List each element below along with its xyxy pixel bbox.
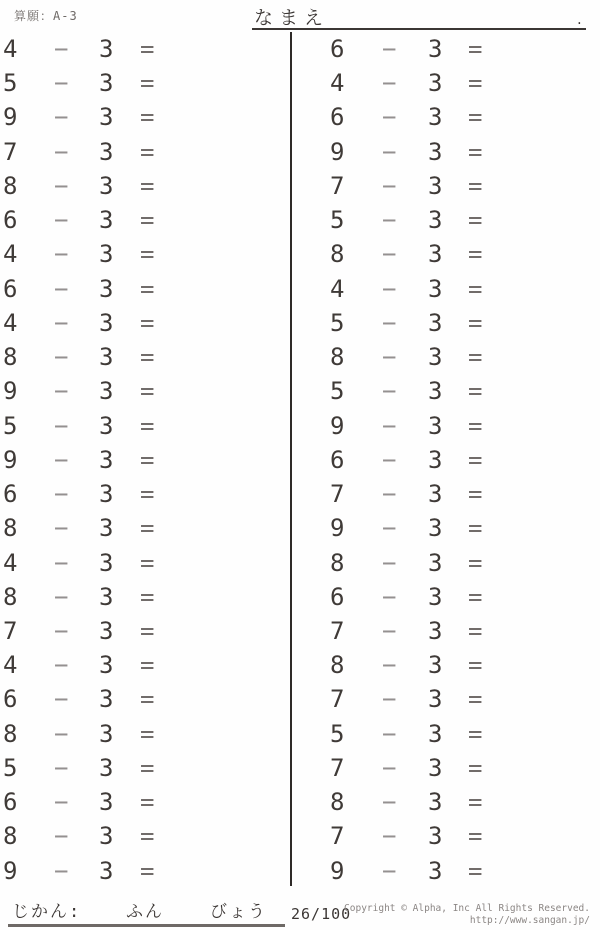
subtrahend: 3	[428, 308, 443, 337]
equals-sign: =	[140, 548, 155, 577]
minus-sign: −	[382, 856, 397, 885]
minus-sign: −	[382, 480, 397, 509]
minus-sign: −	[382, 206, 397, 235]
subtrahend: 3	[428, 753, 443, 782]
subtrahend: 3	[99, 616, 114, 645]
minuend: 7	[330, 822, 345, 851]
minuend: 9	[3, 445, 18, 474]
problem-row	[292, 717, 592, 751]
subtrahend: 3	[428, 171, 443, 200]
minuend: 8	[330, 651, 345, 680]
equals-sign: =	[468, 616, 483, 645]
problem-row	[0, 511, 290, 545]
problem-row	[0, 32, 290, 66]
equals-sign: =	[468, 69, 483, 98]
problem-row	[0, 340, 290, 374]
subtrahend: 3	[428, 206, 443, 235]
problem-row	[0, 374, 290, 408]
subtrahend: 3	[428, 377, 443, 406]
equals-sign: =	[468, 274, 483, 303]
minus-sign: −	[382, 411, 397, 440]
subtrahend: 3	[428, 35, 443, 63]
minus-sign: −	[54, 103, 69, 132]
minuend: 9	[3, 103, 18, 132]
minuend: 8	[330, 788, 345, 817]
subtrahend: 3	[99, 274, 114, 303]
problem-row	[292, 32, 592, 66]
minuend: 8	[330, 548, 345, 577]
equals-sign: =	[140, 788, 155, 817]
minus-sign: −	[382, 788, 397, 817]
minuend: 9	[330, 411, 345, 440]
subtrahend: 3	[99, 69, 114, 98]
minus-sign: −	[382, 616, 397, 645]
subtrahend: 3	[99, 171, 114, 200]
equals-sign: =	[140, 206, 155, 235]
minuend: 4	[3, 548, 18, 577]
problem-row	[292, 477, 592, 511]
minuend: 6	[3, 206, 18, 235]
problem-row	[292, 614, 592, 648]
equals-sign: =	[468, 411, 483, 440]
equals-sign: =	[140, 445, 155, 474]
subtrahend: 3	[99, 308, 114, 337]
problem-row	[292, 306, 592, 340]
equals-sign: =	[468, 753, 483, 782]
minuend: 4	[3, 308, 18, 337]
problem-row	[292, 443, 592, 477]
minus-sign: −	[54, 719, 69, 748]
minuend: 5	[3, 69, 18, 98]
name-line-period: .	[575, 13, 583, 27]
minus-sign: −	[54, 240, 69, 269]
problem-row	[0, 785, 290, 819]
problem-row	[292, 409, 592, 443]
minus-sign: −	[54, 445, 69, 474]
subtrahend: 3	[99, 343, 114, 372]
minuend: 6	[330, 582, 345, 611]
minus-sign: −	[382, 582, 397, 611]
time-field[interactable]	[8, 898, 285, 927]
minus-sign: −	[382, 514, 397, 543]
minuend: 6	[3, 480, 18, 509]
subtrahend: 3	[99, 719, 114, 748]
minuend: 8	[3, 514, 18, 543]
minuend: 4	[3, 651, 18, 680]
problem-row	[0, 854, 290, 888]
minuend: 4	[3, 35, 18, 63]
subtrahend: 3	[99, 548, 114, 577]
equals-sign: =	[140, 343, 155, 372]
minuend: 5	[3, 411, 18, 440]
minus-sign: −	[382, 35, 397, 63]
copyright-line2: http://www.sangan.jp/	[469, 914, 590, 926]
subtrahend: 3	[99, 788, 114, 817]
minuend: 7	[330, 480, 345, 509]
subtrahend: 3	[99, 240, 114, 269]
subtrahend: 3	[428, 480, 443, 509]
subtrahend: 3	[428, 548, 443, 577]
subtrahend: 3	[428, 582, 443, 611]
subtrahend: 3	[428, 103, 443, 132]
minus-sign: −	[54, 411, 69, 440]
equals-sign: =	[140, 35, 155, 63]
minus-sign: −	[382, 308, 397, 337]
problem-row	[0, 409, 290, 443]
minuend: 7	[330, 171, 345, 200]
equals-sign: =	[468, 480, 483, 509]
equals-sign: =	[468, 445, 483, 474]
subtrahend: 3	[428, 651, 443, 680]
problem-row	[292, 100, 592, 134]
minus-sign: −	[54, 480, 69, 509]
subtrahend: 3	[428, 788, 443, 817]
equals-sign: =	[140, 274, 155, 303]
problem-row	[292, 203, 592, 237]
equals-sign: =	[140, 171, 155, 200]
minus-sign: −	[54, 788, 69, 817]
equals-sign: =	[140, 103, 155, 132]
equals-sign: =	[140, 753, 155, 782]
equals-sign: =	[468, 651, 483, 680]
minuend: 9	[330, 137, 345, 166]
equals-sign: =	[140, 685, 155, 714]
problem-row	[0, 751, 290, 785]
problem-row	[292, 580, 592, 614]
minus-sign: −	[54, 651, 69, 680]
seconds-label: びょう	[210, 902, 267, 922]
subtrahend: 3	[99, 103, 114, 132]
minuend: 6	[330, 35, 345, 63]
minus-sign: −	[54, 856, 69, 885]
minuend: 7	[3, 137, 18, 166]
minus-sign: −	[382, 240, 397, 269]
minuend: 7	[330, 616, 345, 645]
minuend: 4	[3, 240, 18, 269]
minus-sign: −	[54, 753, 69, 782]
subtrahend: 3	[99, 685, 114, 714]
subtrahend: 3	[428, 411, 443, 440]
equals-sign: =	[468, 240, 483, 269]
subtrahend: 3	[428, 137, 443, 166]
subtrahend: 3	[99, 377, 114, 406]
minuend: 8	[3, 171, 18, 200]
minus-sign: −	[382, 103, 397, 132]
copyright-notice	[344, 903, 590, 926]
left-column	[0, 32, 290, 888]
problem-row	[292, 340, 592, 374]
problem-row	[0, 546, 290, 580]
minus-sign: −	[382, 822, 397, 851]
right-column	[292, 32, 592, 888]
problem-row	[0, 272, 290, 306]
equals-sign: =	[468, 308, 483, 337]
minuend: 8	[3, 719, 18, 748]
minuend: 4	[330, 69, 345, 98]
problem-row	[0, 682, 290, 716]
minus-sign: −	[382, 377, 397, 406]
problem-row	[0, 169, 290, 203]
minuend: 6	[3, 788, 18, 817]
equals-sign: =	[468, 822, 483, 851]
minus-sign: −	[382, 137, 397, 166]
minuend: 6	[330, 445, 345, 474]
minuend: 5	[330, 719, 345, 748]
problem-row	[0, 100, 290, 134]
minuend: 7	[3, 616, 18, 645]
minuend: 4	[330, 274, 345, 303]
equals-sign: =	[140, 719, 155, 748]
minuend: 5	[330, 377, 345, 406]
problem-row	[0, 819, 290, 853]
problem-row	[0, 66, 290, 100]
minus-sign: −	[382, 548, 397, 577]
minus-sign: −	[382, 753, 397, 782]
equals-sign: =	[468, 788, 483, 817]
equals-sign: =	[468, 719, 483, 748]
minuend: 9	[3, 377, 18, 406]
equals-sign: =	[140, 856, 155, 885]
subtrahend: 3	[428, 240, 443, 269]
minus-sign: −	[54, 137, 69, 166]
equals-sign: =	[468, 103, 483, 132]
equals-sign: =	[140, 377, 155, 406]
name-label: なまえ	[254, 7, 330, 29]
subtrahend: 3	[428, 719, 443, 748]
equals-sign: =	[140, 411, 155, 440]
problem-row	[0, 237, 290, 271]
subtrahend: 3	[99, 35, 114, 63]
problem-row	[292, 648, 592, 682]
equals-sign: =	[468, 343, 483, 372]
subtrahend: 3	[428, 514, 443, 543]
equals-sign: =	[468, 35, 483, 63]
minus-sign: −	[54, 69, 69, 98]
minus-sign: −	[54, 822, 69, 851]
minus-sign: −	[54, 616, 69, 645]
minuend: 8	[330, 343, 345, 372]
subtrahend: 3	[428, 822, 443, 851]
time-label: じかん:	[12, 902, 82, 922]
minus-sign: −	[54, 343, 69, 372]
subtrahend: 3	[428, 685, 443, 714]
subtrahend: 3	[99, 651, 114, 680]
minus-sign: −	[54, 548, 69, 577]
problem-row	[0, 717, 290, 751]
equals-sign: =	[468, 856, 483, 885]
minuend: 5	[330, 206, 345, 235]
equals-sign: =	[468, 582, 483, 611]
subtrahend: 3	[428, 343, 443, 372]
problem-row	[292, 546, 592, 580]
minus-sign: −	[54, 35, 69, 63]
subtrahend: 3	[99, 137, 114, 166]
minus-sign: −	[54, 274, 69, 303]
equals-sign: =	[140, 514, 155, 543]
minuend: 9	[330, 514, 345, 543]
minus-sign: −	[382, 445, 397, 474]
minuend: 5	[330, 308, 345, 337]
minuend: 6	[330, 103, 345, 132]
equals-sign: =	[140, 308, 155, 337]
equals-sign: =	[468, 514, 483, 543]
subtrahend: 3	[428, 69, 443, 98]
minuend: 6	[3, 685, 18, 714]
problem-row	[292, 511, 592, 545]
minuend: 8	[330, 240, 345, 269]
minuend: 9	[330, 856, 345, 885]
copyright-line1: Copyright © Alpha, Inc All Rights Reserved.	[344, 903, 590, 914]
subtrahend: 3	[428, 616, 443, 645]
equals-sign: =	[140, 480, 155, 509]
problem-row	[0, 614, 290, 648]
problem-row	[0, 580, 290, 614]
equals-sign: =	[140, 137, 155, 166]
score-indicator: 26/100	[291, 905, 352, 923]
minutes-label: ふん	[126, 902, 164, 922]
subtrahend: 3	[99, 480, 114, 509]
minuend: 8	[3, 822, 18, 851]
minuend: 8	[3, 343, 18, 372]
problem-row	[0, 443, 290, 477]
minus-sign: −	[382, 719, 397, 748]
minuend: 6	[3, 274, 18, 303]
minus-sign: −	[54, 206, 69, 235]
minus-sign: −	[382, 343, 397, 372]
minuend: 7	[330, 685, 345, 714]
subtrahend: 3	[99, 856, 114, 885]
problem-row	[292, 272, 592, 306]
problem-row	[0, 306, 290, 340]
minuend: 9	[3, 856, 18, 885]
subtrahend: 3	[428, 274, 443, 303]
problem-row	[292, 135, 592, 169]
minus-sign: −	[382, 69, 397, 98]
subtrahend: 3	[99, 582, 114, 611]
minuend: 7	[330, 753, 345, 782]
problem-row	[292, 374, 592, 408]
subtrahend: 3	[99, 445, 114, 474]
equals-sign: =	[468, 171, 483, 200]
minuend: 5	[3, 753, 18, 782]
problem-row	[292, 751, 592, 785]
minus-sign: −	[54, 171, 69, 200]
problem-row	[292, 237, 592, 271]
equals-sign: =	[468, 377, 483, 406]
equals-sign: =	[468, 685, 483, 714]
minus-sign: −	[382, 651, 397, 680]
minus-sign: −	[382, 685, 397, 714]
equals-sign: =	[140, 651, 155, 680]
problem-row	[292, 169, 592, 203]
subtrahend: 3	[99, 206, 114, 235]
equals-sign: =	[468, 548, 483, 577]
subtrahend: 3	[99, 753, 114, 782]
equals-sign: =	[468, 206, 483, 235]
equals-sign: =	[468, 137, 483, 166]
equals-sign: =	[140, 69, 155, 98]
subtrahend: 3	[99, 514, 114, 543]
problem-row	[0, 135, 290, 169]
problem-row	[292, 785, 592, 819]
subtrahend: 3	[99, 411, 114, 440]
equals-sign: =	[140, 240, 155, 269]
minus-sign: −	[54, 308, 69, 337]
problem-row	[292, 854, 592, 888]
problem-row	[292, 66, 592, 100]
problem-row	[292, 682, 592, 716]
equals-sign: =	[140, 582, 155, 611]
equals-sign: =	[140, 616, 155, 645]
minuend: 8	[3, 582, 18, 611]
problem-row	[0, 648, 290, 682]
problem-row	[0, 203, 290, 237]
minus-sign: −	[54, 685, 69, 714]
equals-sign: =	[140, 822, 155, 851]
problem-row	[292, 819, 592, 853]
subtrahend: 3	[428, 856, 443, 885]
minus-sign: −	[382, 274, 397, 303]
minus-sign: −	[54, 514, 69, 543]
minus-sign: −	[54, 377, 69, 406]
name-field[interactable]	[252, 1, 586, 30]
minus-sign: −	[382, 171, 397, 200]
problem-row	[0, 477, 290, 511]
subtrahend: 3	[99, 822, 114, 851]
minus-sign: −	[54, 582, 69, 611]
subtrahend: 3	[428, 445, 443, 474]
sheet-id: 算願：A-3	[14, 9, 78, 23]
